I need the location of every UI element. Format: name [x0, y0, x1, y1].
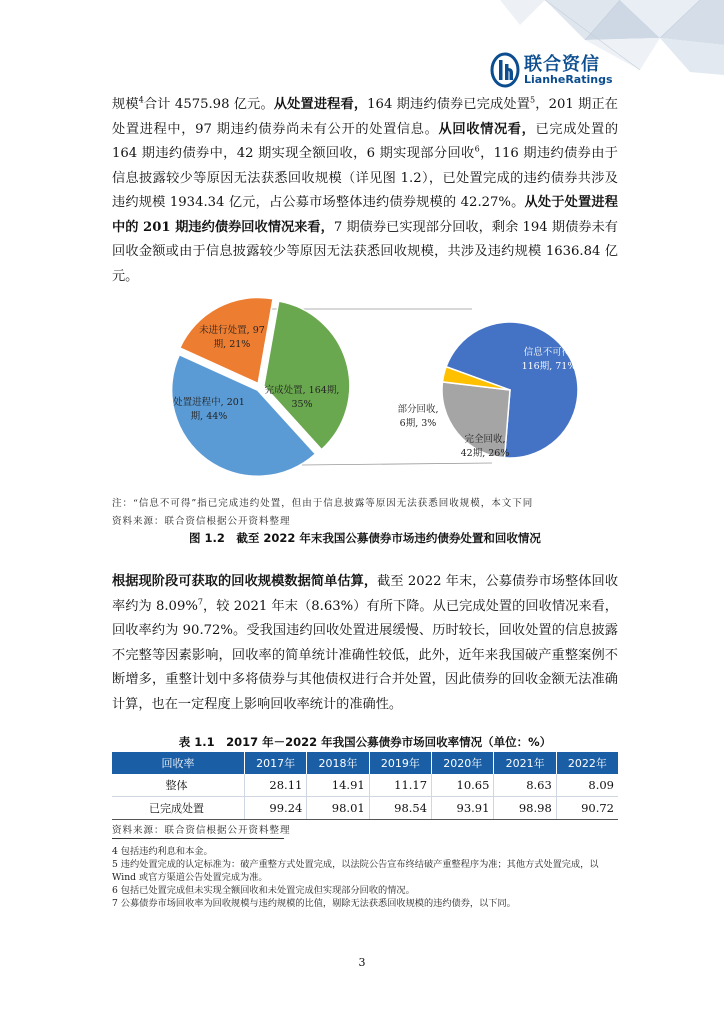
- footnote-ref: 7: [197, 597, 203, 607]
- bold-run: 根据现阶段可获取的回收规模数据简单估算，: [112, 574, 378, 589]
- table-cell: 93.91: [432, 797, 494, 820]
- text-run: 规模: [112, 97, 139, 112]
- footnote-5: 5 违约处置完成的认定标准为：破产重整方式处置完成，以法院公告宣布终结破产重整程序为准；其他方式处置完成，以 Wind 或官方渠道公告处置完成为准。: [112, 859, 599, 883]
- figure-title: 图 1.2 截至 2022 年末我国公募债券市场违约债券处置和回收情况: [189, 531, 541, 545]
- footnote-ref: 5: [530, 95, 536, 105]
- bold-run: 从处置进程看，: [273, 97, 368, 112]
- figure-note: 注：“信息不可得”指已完成违约处置，但由于信息披露等原因无法获悉回收规模，本文下同: [112, 498, 534, 509]
- table-cell: 98.01: [307, 797, 369, 820]
- table-row: [112, 797, 618, 820]
- text-run: 7 期债券已实现部分回收，剩余 194 期债券未有回收金额或由于信息披露较少等原因无法获悉回收规模，共涉及违约规模 1636.84 亿元。: [112, 219, 618, 284]
- recovery-rate-table: [112, 752, 618, 820]
- footnote-ref: 4: [138, 95, 144, 105]
- table-cell: 90.72: [556, 797, 618, 820]
- table-cell: 8.63: [494, 774, 556, 797]
- table-row: [112, 774, 618, 797]
- table-header-row: [112, 752, 618, 774]
- table-cell: 14.91: [307, 774, 369, 797]
- table-header-cell: 2021年: [494, 752, 556, 774]
- table-row-header: 整体: [112, 774, 245, 797]
- table-header-cell: 2018年: [307, 752, 369, 774]
- body-paragraph-1: [112, 93, 618, 289]
- footnote-divider: [112, 838, 284, 839]
- table-header-cell: 2020年: [432, 752, 494, 774]
- label-none-line2: 期, 21%: [213, 339, 251, 350]
- text-run: 164 期违约债券已完成处置: [367, 97, 531, 112]
- recovery-status-pie: [442, 322, 578, 458]
- text-run: ，116 期违约债券由于信息披露较少等原因无法获悉回收规模（详见图 1.2），已处置完成的违约债券共涉及违约规模 1934.34 亿元，占公募市场整体违约债券规模的 42.27%。: [112, 146, 618, 210]
- table-cell: 98.54: [369, 797, 431, 820]
- footnote-6: 6 包括已处置完成但未实现全额回收和未处置完成但实现部分回收的情况。: [112, 885, 415, 896]
- label-done-line2: 35%: [291, 399, 313, 410]
- label-none-line1: 未进行处置, 97: [199, 325, 265, 336]
- lianhe-logo-icon: [490, 52, 520, 88]
- footnote-ref: 6: [474, 144, 480, 154]
- table-header-cell: 回收率: [112, 752, 245, 774]
- footnote-4: 4 包括违约利息和本金。: [112, 846, 213, 857]
- page-number: 3: [358, 956, 366, 969]
- default-recovery-pie-charts: [112, 295, 618, 485]
- label-unavailable-line2: 116期, 71%: [521, 361, 577, 372]
- company-logo: [490, 50, 620, 90]
- table-header-cell: 2022年: [556, 752, 618, 774]
- text-run: ，较 2021 年末（8.63%）有所下降。从已完成处置的回收情况来看，回收率约为 90.72%。受我国违约回收处置进展缓慢、历时较长，回收处置的信息披露不完整等因素影响，回收率的简单统计准确性较低，此外，近年来我国破产重整案例不断增多，重整计划中多将债券与其他债权进行合并处置，因此债券的回收金额无法准确计算，也在一定程度上影响回收率统计的准确性。: [112, 598, 618, 712]
- table-header-cell: 2017年: [245, 752, 307, 774]
- label-full-line1: 完全回收,: [464, 434, 506, 445]
- table-header-cell: 2019年: [369, 752, 431, 774]
- label-partial-line2: 6期, 3%: [399, 418, 437, 429]
- figure-source: 资料来源：联合资信根据公开资料整理: [112, 516, 291, 527]
- pie-slice: [442, 382, 510, 458]
- table-row-header: 已完成处置: [112, 797, 245, 820]
- text-run: 合计 4575.98 亿元。: [143, 97, 274, 112]
- connector-line-bottom: [302, 463, 492, 465]
- bold-run: 从处于处置进程中的 201 期违约债券回收情况来看，: [112, 195, 618, 235]
- text-run: ，201 期正在处置进程中，97 期违约债券尚未有公开的处置信息。: [112, 97, 618, 137]
- label-full-line2: 42期, 26%: [460, 448, 510, 459]
- table-cell: 28.11: [245, 774, 307, 797]
- table-cell: 11.17: [369, 774, 431, 797]
- table-title: 表 1.1 2017 年－2022 年我国公募债券市场回收率情况（单位：%）: [178, 735, 552, 749]
- table-cell: 99.24: [245, 797, 307, 820]
- footnotes: [112, 838, 618, 910]
- label-partial-line1: 部分回收,: [397, 404, 439, 415]
- label-progress-line1: 处置进程中, 201: [173, 397, 245, 408]
- label-unavailable-line1: 信息不可得,: [523, 347, 575, 358]
- text-run: 截至 2022 年末，公募债券市场整体回收率约为 8.09%: [112, 574, 619, 614]
- logo-english-text: LianheRatings: [524, 73, 613, 86]
- table-cell: 8.09: [556, 774, 618, 797]
- table-cell: 98.98: [494, 797, 556, 820]
- text-run: 已完成处置的 164 期违约债券中，42 期实现全额回收，6 期实现部分回收: [112, 121, 619, 161]
- footnote-7: 7 公募债券市场回收率为回收规模与违约规模的比值，剔除无法获悉回收规模的违约债券，以下同。: [112, 898, 516, 909]
- body-paragraph-2: [112, 570, 618, 717]
- table-cell: 10.65: [432, 774, 494, 797]
- bold-run: 从回收情况看，: [438, 121, 536, 137]
- logo-chinese-text: 联合资信: [524, 54, 600, 75]
- label-done-line1: 完成处置, 164期,: [264, 385, 340, 396]
- table-source: 资料来源：联合资信根据公开资料整理: [112, 825, 291, 836]
- label-progress-line2: 期, 44%: [190, 411, 228, 422]
